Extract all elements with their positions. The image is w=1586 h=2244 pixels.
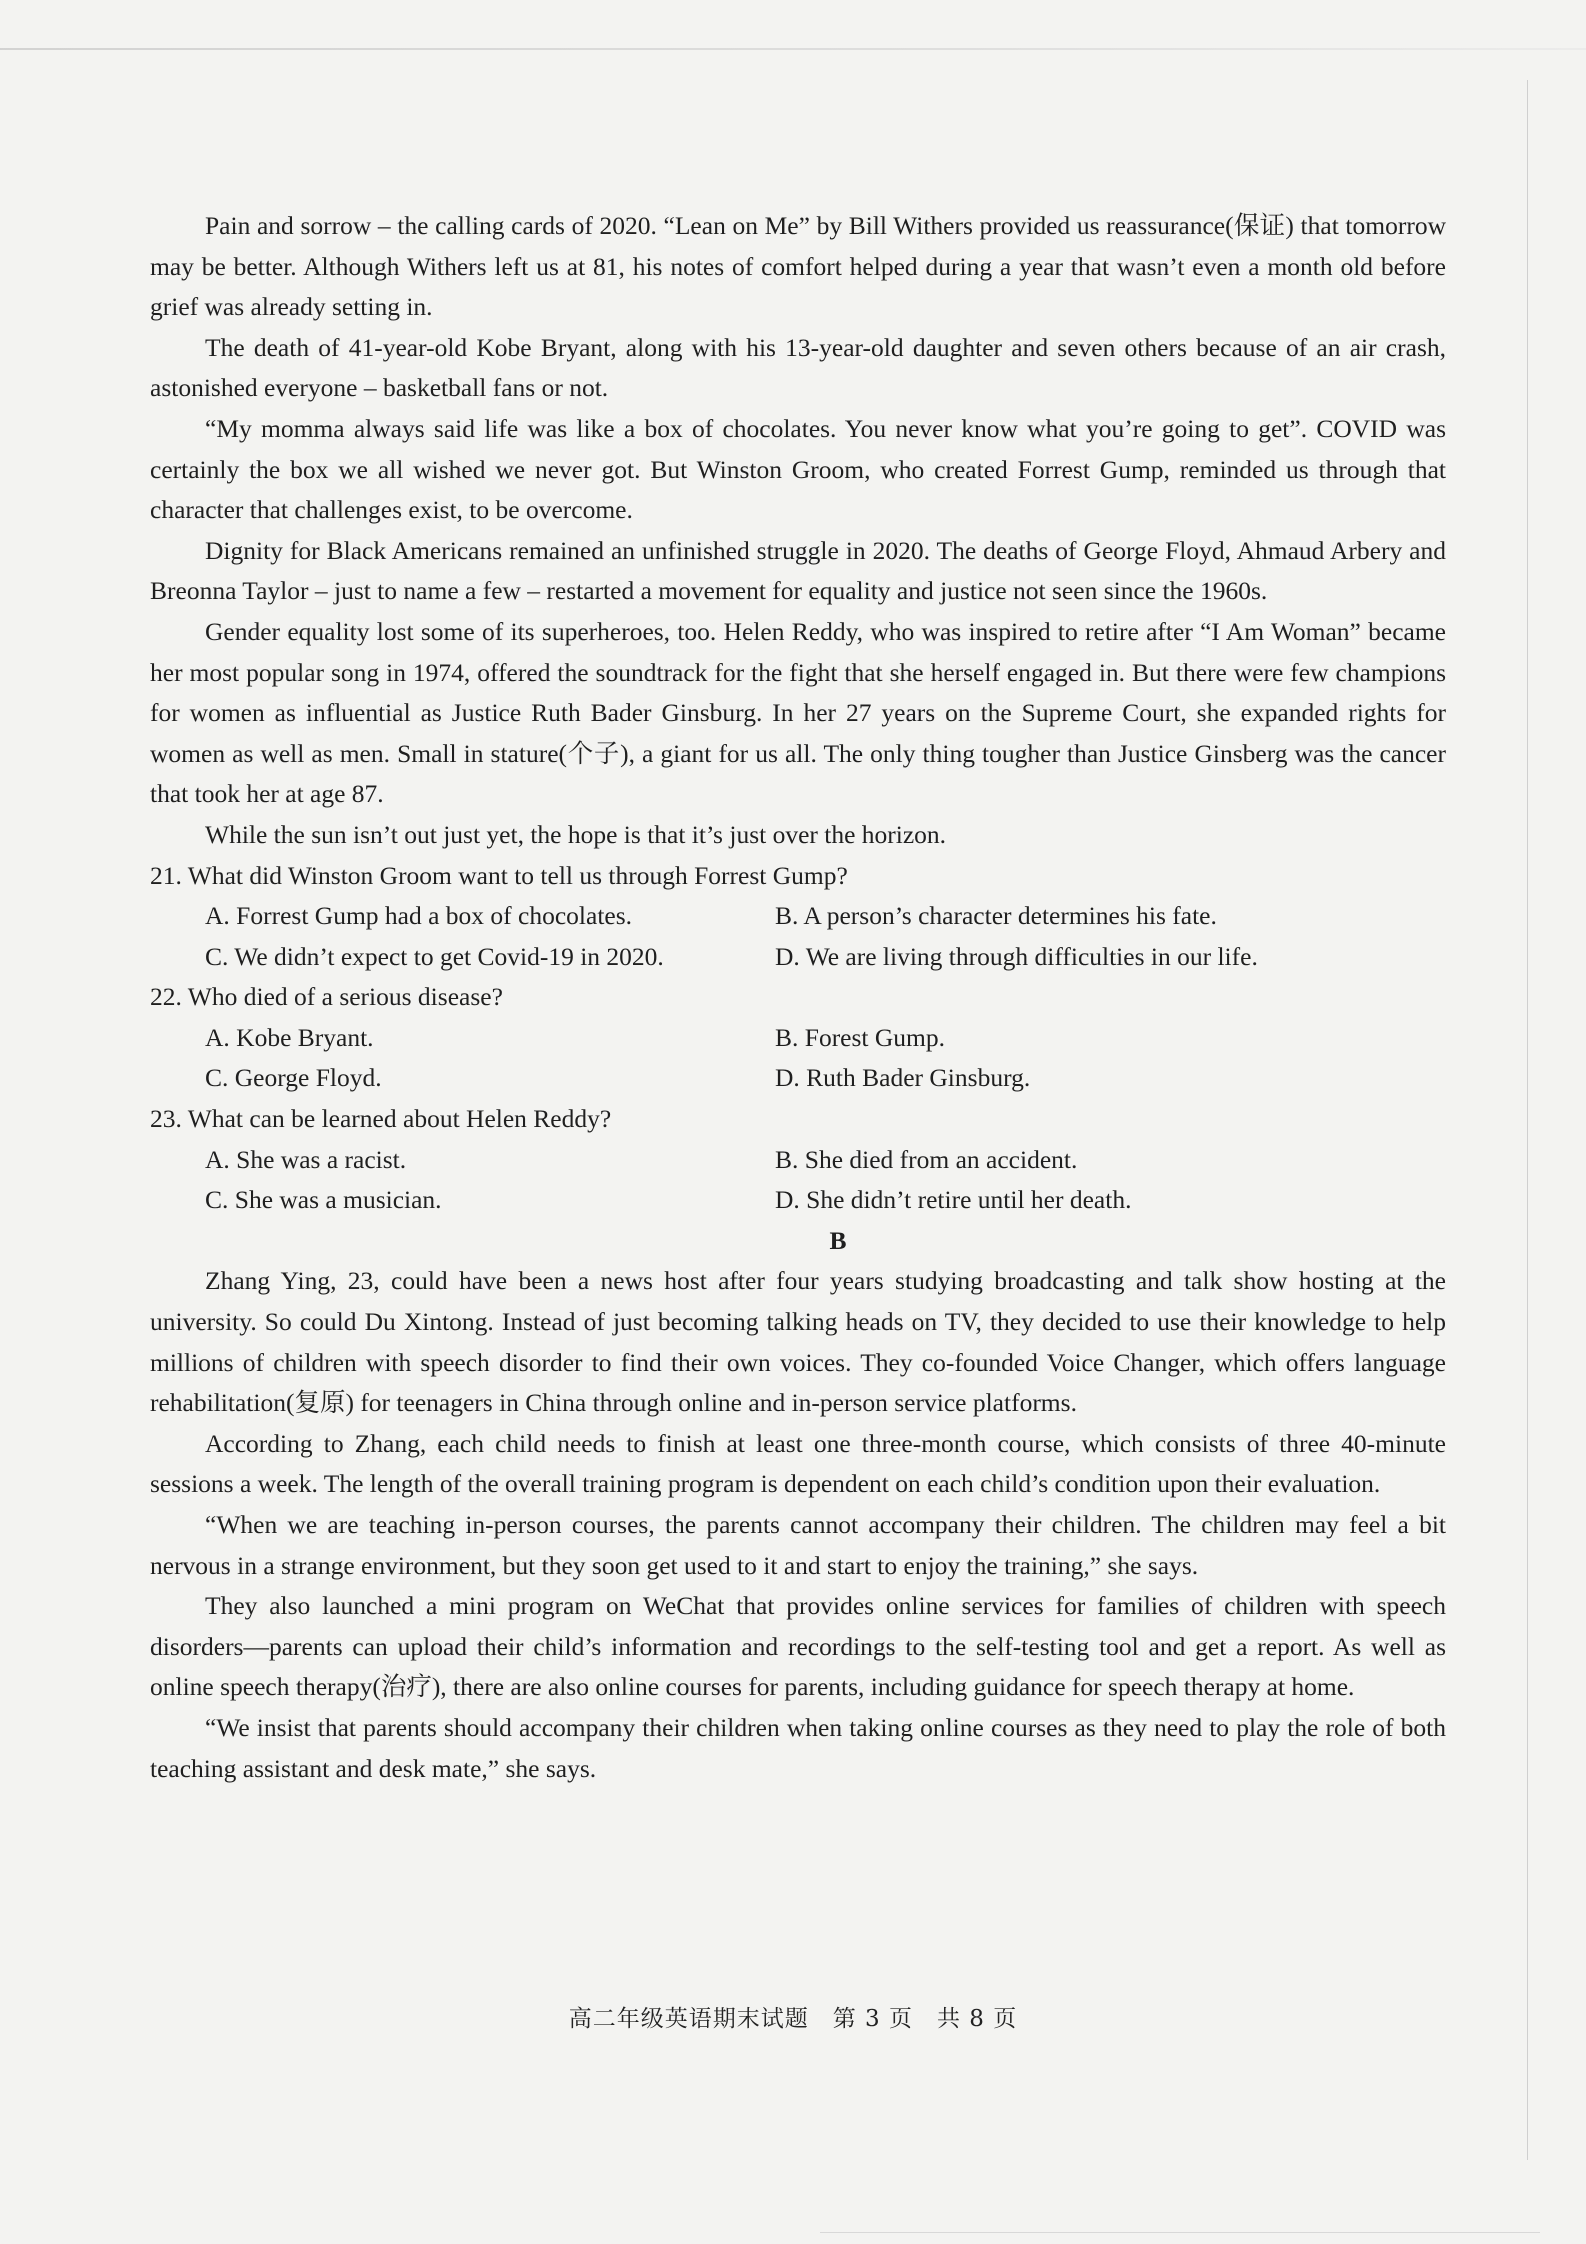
passage-paragraph: According to Zhang, each child needs to finish at least one three-month course, which consists of three 40-minute sessions a week. The length of the overall training program is dependent on each child’s condition upon their evaluation. — [150, 1428, 1446, 1499]
option-c: C. She was a musician. — [205, 1185, 442, 1215]
question-options — [150, 896, 1446, 977]
passage-paragraph: While the sun isn’t out just yet, the hope is that it’s just over the horizon. — [205, 819, 947, 849]
question-stem: 22. Who died of a serious disease? — [150, 982, 503, 1012]
passage-paragraph: “We insist that parents should accompany their children when taking online courses as they need to play the role of both teaching assistant and desk mate,” she says. — [150, 1712, 1446, 1783]
question-options — [150, 1018, 1446, 1099]
passage-a — [150, 206, 1446, 856]
option-a: A. She was a racist. — [205, 1144, 407, 1174]
option-c: C. We didn’t expect to get Covid-19 in 2020. — [205, 941, 664, 971]
passage-paragraph: They also launched a mini program on WeChat that provides online services for families of children with speech disorders—parents can upload their child’s information and recordings to the self-testing tool and get a report. As well as online speech therapy(治疗), there are also online courses for parents, including guidance for speech therapy at home. — [150, 1591, 1446, 1702]
question-21 — [150, 856, 1446, 978]
section-label-b: B — [829, 1225, 847, 1255]
question-stem: 23. What can be learned about Helen Reddy? — [150, 1104, 612, 1134]
exam-content — [150, 206, 1446, 1789]
question-stem: 21. What did Winston Groom want to tell us through Forrest Gump? — [150, 860, 848, 890]
option-a: A. Kobe Bryant. — [205, 1022, 374, 1052]
page-footer: 高二年级英语期末试题 第 3 页 共 8 页 — [568, 2006, 1018, 2032]
option-c: C. George Floyd. — [205, 1063, 382, 1093]
option-b: B. She died from an accident. — [775, 1144, 1078, 1174]
question-23 — [150, 1099, 1446, 1221]
scan-bottom-edge — [820, 2232, 1540, 2233]
option-d: D. Ruth Bader Ginsburg. — [775, 1063, 1031, 1093]
passage-b — [150, 1261, 1446, 1789]
option-b: B. A person’s character determines his fate. — [775, 901, 1217, 931]
question-22 — [150, 977, 1446, 1099]
passage-paragraph: “When we are teaching in-person courses, the parents cannot accompany their children. The children may feel a bit nervous in a strange environment, but they soon get used to it and start to enjoy the training,” she says. — [150, 1510, 1446, 1580]
passage-paragraph: Pain and sorrow – the calling cards of 2020. “Lean on Me” by Bill Withers provided us reassurance(保证) that tomorrow may be better. Although Withers left us at 81, his notes of comfort helped during a year that wasn’t even a month old before grief was already setting in. — [150, 211, 1446, 322]
option-b: B. Forest Gump. — [775, 1022, 946, 1052]
passage-paragraph: “My momma always said life was like a box of chocolates. You never know what you’re going to get”. COVID was certainly the box we all wished we never got. But Winston Groom, who created Forrest Gump, reminded us through that character that challenges exist, to be overcome. — [150, 413, 1446, 525]
option-d: D. We are living through difficulties in our life. — [775, 941, 1258, 971]
passage-paragraph: The death of 41-year-old Kobe Bryant, along with his 13-year-old daughter and seven others because of an air crash, astonished everyone – basketball fans or not. — [150, 332, 1446, 403]
passage-paragraph: Gender equality lost some of its superheroes, too. Helen Reddy, who was inspired to retire after “I Am Woman” became her most popular song in 1974, offered the soundtrack for the fight that she herself engaged in. But there were few champions for women as influential as Justice Ruth Bader Ginsburg. In her 27 years on the Supreme Court, she expanded rights for women as well as men. Small in stature(个子), a giant for us all. The only thing tougher than Justice Ginsberg was the cancer that took her at age 87. — [150, 616, 1446, 809]
scan-right-edge — [1527, 80, 1528, 2160]
question-options — [150, 1140, 1446, 1221]
passage-paragraph: Zhang Ying, 23, could have been a news host after four years studying broadcasting and talk show hosting at the university. So could Du Xintong. Instead of just becoming talking heads on TV, they decided to use their knowledge to help millions of children with speech disorder to find their own voices. They co-founded Voice Changer, which offers language rehabilitation(复原) for teenagers in China through online and in-person service platforms. — [150, 1266, 1446, 1418]
passage-paragraph: Dignity for Black Americans remained an unfinished struggle in 2020. The deaths of George Floyd, Ahmaud Arbery and Breonna Taylor – just to name a few – restarted a movement for equality and justice not seen since the 1960s. — [150, 535, 1446, 606]
option-a: A. Forrest Gump had a box of chocolates. — [205, 901, 633, 931]
option-d: D. She didn’t retire until her death. — [775, 1185, 1132, 1215]
scan-top-edge — [0, 48, 1586, 50]
